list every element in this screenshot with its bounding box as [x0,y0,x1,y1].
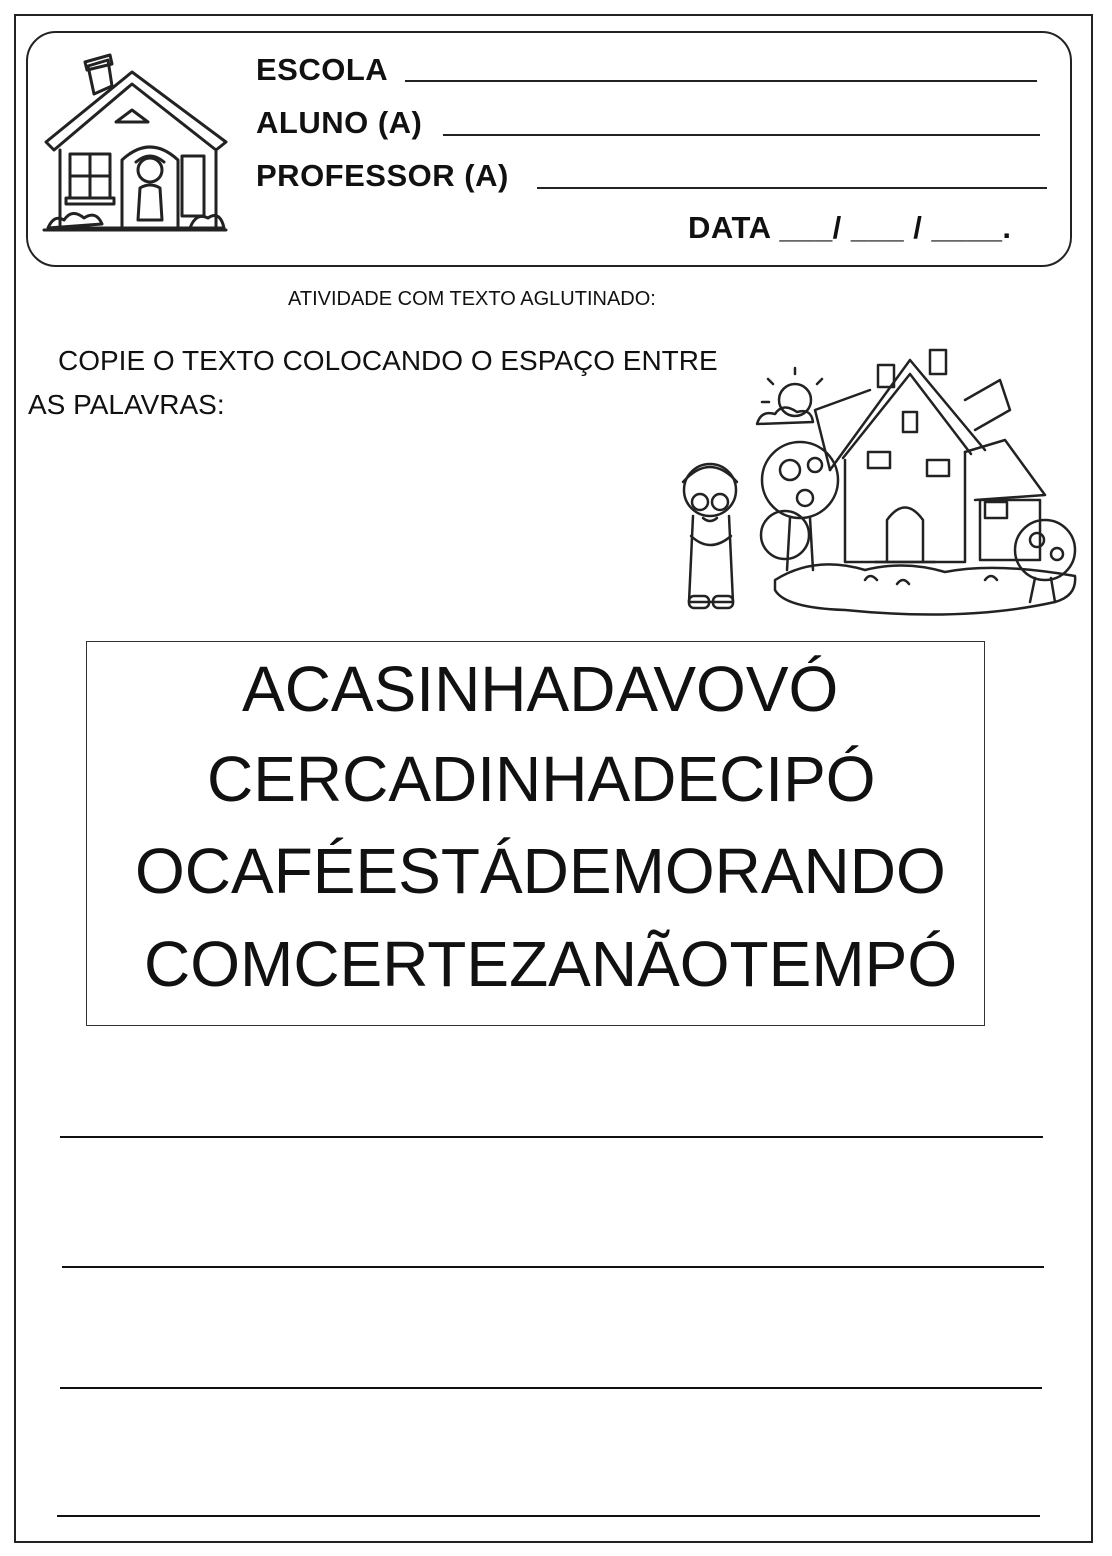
writing-line-4[interactable] [57,1515,1040,1517]
writing-line-3[interactable] [60,1387,1042,1389]
school-input-line[interactable] [405,80,1037,82]
agglutinated-line-2: CERCADINHADECIPÓ [207,743,876,815]
agglutinated-line-4: COMCERTEZANÃOTEMPÓ [144,928,958,1000]
instruction-line-2: AS PALAVRAS: [28,389,225,420]
instruction-line-1: COPIE O TEXTO COLOCANDO O ESPAÇO ENTRE [58,345,718,376]
agglutinated-text-box [86,641,985,1026]
small-house-with-grandma-icon [40,50,230,235]
grandma-and-house-illustration-icon [665,340,1085,620]
agglutinated-line-1: ACASINHADAVOVÓ [242,653,839,725]
teacher-input-line[interactable] [537,187,1047,189]
student-input-line[interactable] [443,134,1040,136]
date-field[interactable]: DATA ___/ ___ / ____. [688,210,1012,245]
activity-title: ATIVIDADE COM TEXTO AGLUTINADO: [288,288,656,310]
teacher-label: PROFESSOR (A) [256,158,509,193]
school-label: ESCOLA [256,52,389,87]
writing-line-1[interactable] [60,1136,1043,1138]
writing-line-2[interactable] [62,1266,1044,1268]
student-label: ALUNO (A) [256,105,423,140]
agglutinated-line-3: OCAFÉESTÁDEMORANDO [135,835,946,907]
